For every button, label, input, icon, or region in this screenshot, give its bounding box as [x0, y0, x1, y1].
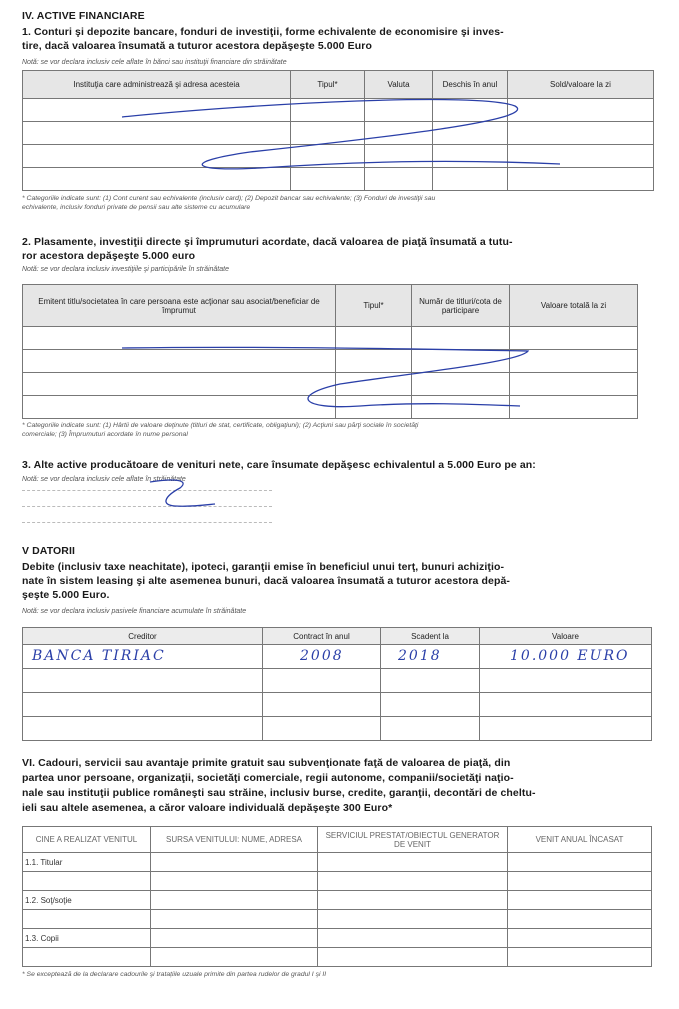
- item3-note: Notă: se vor declara inclusiv cele aflate în străinătate: [22, 476, 186, 483]
- section-vi-heading-line3: nale sau instituţii publice româneşti sau străine, inclusiv burse, credite, garanţii, decontări de cheltu-: [22, 787, 536, 799]
- col-annual-income: VENIT ANUAL ÎNCASAT: [508, 827, 652, 853]
- debts-table: [22, 627, 652, 741]
- col-currency: Valuta: [365, 71, 433, 99]
- due-year-value: 2018: [398, 648, 442, 664]
- item1-heading-line1: 1. Conturi şi depozite bancare, fonduri de investiţii, forme echivalente de economisire şi inves-: [22, 26, 504, 38]
- col-balance: Sold/valoare la zi: [508, 71, 654, 99]
- col-total-value: Valoare totală la zi: [510, 285, 638, 327]
- col-issuer: Emitent titlu/societatea în care persoana este acţionar sau asociat/beneficiar de împrumut: [23, 285, 336, 327]
- col-source: SURSA VENITULUI: NUME, ADRESA: [151, 827, 318, 853]
- section-v-heading-line3: şeşte 5.000 Euro.: [22, 589, 110, 601]
- item2-footnote-line2: comerciale; (3) Împrumuturi acordate în nume personal: [22, 431, 188, 438]
- table-row: [23, 948, 652, 967]
- item2-heading-line2: ror acestora depăşeşte 5.000 euro: [22, 250, 196, 262]
- item1-heading-line2: tire, dacă valoarea însumată a tuturor acestora depăşeşte 5.000 Euro: [22, 40, 372, 52]
- col-type: Tipul*: [336, 285, 412, 327]
- table-row: [23, 872, 652, 891]
- item1-footnote-line2: echivalente, inclusiv fonduri private de pensii sau alte sisteme cu acumulare: [22, 204, 251, 211]
- table-row: [23, 891, 652, 910]
- table-row: [23, 669, 652, 693]
- section-vi-heading-line2: partea unor persoane, organizaţii, societăţi comerciale, regii autonome, companii/societăţi naţio-: [22, 772, 514, 784]
- section-iv-title: IV. ACTIVE FINANCIARE: [22, 10, 145, 22]
- row-label: 1.3. Copii: [23, 929, 151, 948]
- item2-heading-line1: 2. Plasamente, investiţii directe şi împrumuturi acordate, dacă valoarea de piaţă însumată a tutu-: [22, 236, 513, 248]
- item1-note: Notă: se vor declara inclusiv cele aflate în bănci sau instituţii financiare din străinătate: [22, 59, 287, 66]
- col-shares: Număr de titluri/cota de participare: [412, 285, 510, 327]
- col-who: CINE A REALIZAT VENITUL: [23, 827, 151, 853]
- col-contract-year: Contract în anul: [263, 628, 381, 645]
- gifts-table: [22, 826, 652, 967]
- col-creditor: Creditor: [23, 628, 263, 645]
- item2-note: Notă: se vor declara inclusiv investiţiile şi participările în străinătate: [22, 266, 229, 273]
- creditor-value: BANCA TIRIAC: [32, 648, 166, 664]
- section-v-note: Notă: se vor declara inclusiv pasivele financiare acumulate în străinătate: [22, 608, 247, 615]
- section-vi-footnote: * Se exceptează de la declarare cadourile şi tratațiile uzuale primite din partea rudelor de gradul I şi II: [22, 971, 327, 978]
- table-row: [23, 853, 652, 872]
- item2-footnote-line1: * Categoriile indicate sunt: (1) Hârtii de valoare deţinute (titluri de stat, certificate, obligaţiuni); (2) Acţiuni sau părţi sociale în societăţi: [22, 422, 419, 429]
- section-v-heading-line2: nate în sistem leasing şi alte asemenea bunuri, dacă valoarea însumată a tuturor acestora depă-: [22, 575, 511, 587]
- col-type: Tipul*: [291, 71, 365, 99]
- section-v-heading-line1: Debite (inclusiv taxe neachitate), ipoteci, garanţii emise în beneficiul unui terţ, bunuri achiziţio-: [22, 561, 505, 573]
- section-v-title: V DATORII: [22, 545, 76, 557]
- item3-heading: 3. Alte active producătoare de venituri nete, care însumate depăşesc echivalentul a 5.000 Euro pe an:: [22, 459, 536, 471]
- item1-footnote-line1: * Categoriile indicate sunt: (1) Cont curent sau echivalente (inclusiv card); (2) Depozit bancar sau echivalente; (3) Fonduri de investiţii sau: [22, 195, 436, 202]
- table-row: [23, 693, 652, 717]
- col-due: Scadent la: [381, 628, 480, 645]
- col-value: Valoare: [480, 628, 652, 645]
- debt-amount-value: 10.000 EURO: [510, 648, 630, 664]
- row-label: 1.1. Titular: [23, 853, 151, 872]
- section-vi-heading-line4: ieli sau altele asemenea, a căror valoare individuală depăşeşte 300 Euro*: [22, 802, 393, 814]
- col-institution: Instituţia care administrează şi adresa acesteia: [23, 71, 291, 99]
- table-row: [23, 929, 652, 948]
- col-opened-year: Deschis în anul: [433, 71, 508, 99]
- contract-year-value: 2008: [300, 648, 344, 664]
- section-vi-heading-line1: VI. Cadouri, servicii sau avantaje primite gratuit sau subvenţionate faţă de valoarea de piaţă, din: [22, 757, 511, 769]
- table-row: [23, 910, 652, 929]
- row-label: 1.2. Soţ/soţie: [23, 891, 151, 910]
- table-row: [23, 717, 652, 741]
- col-service: SERVICIUL PRESTAT/OBIECTUL GENERATOR DE VENIT: [318, 827, 508, 853]
